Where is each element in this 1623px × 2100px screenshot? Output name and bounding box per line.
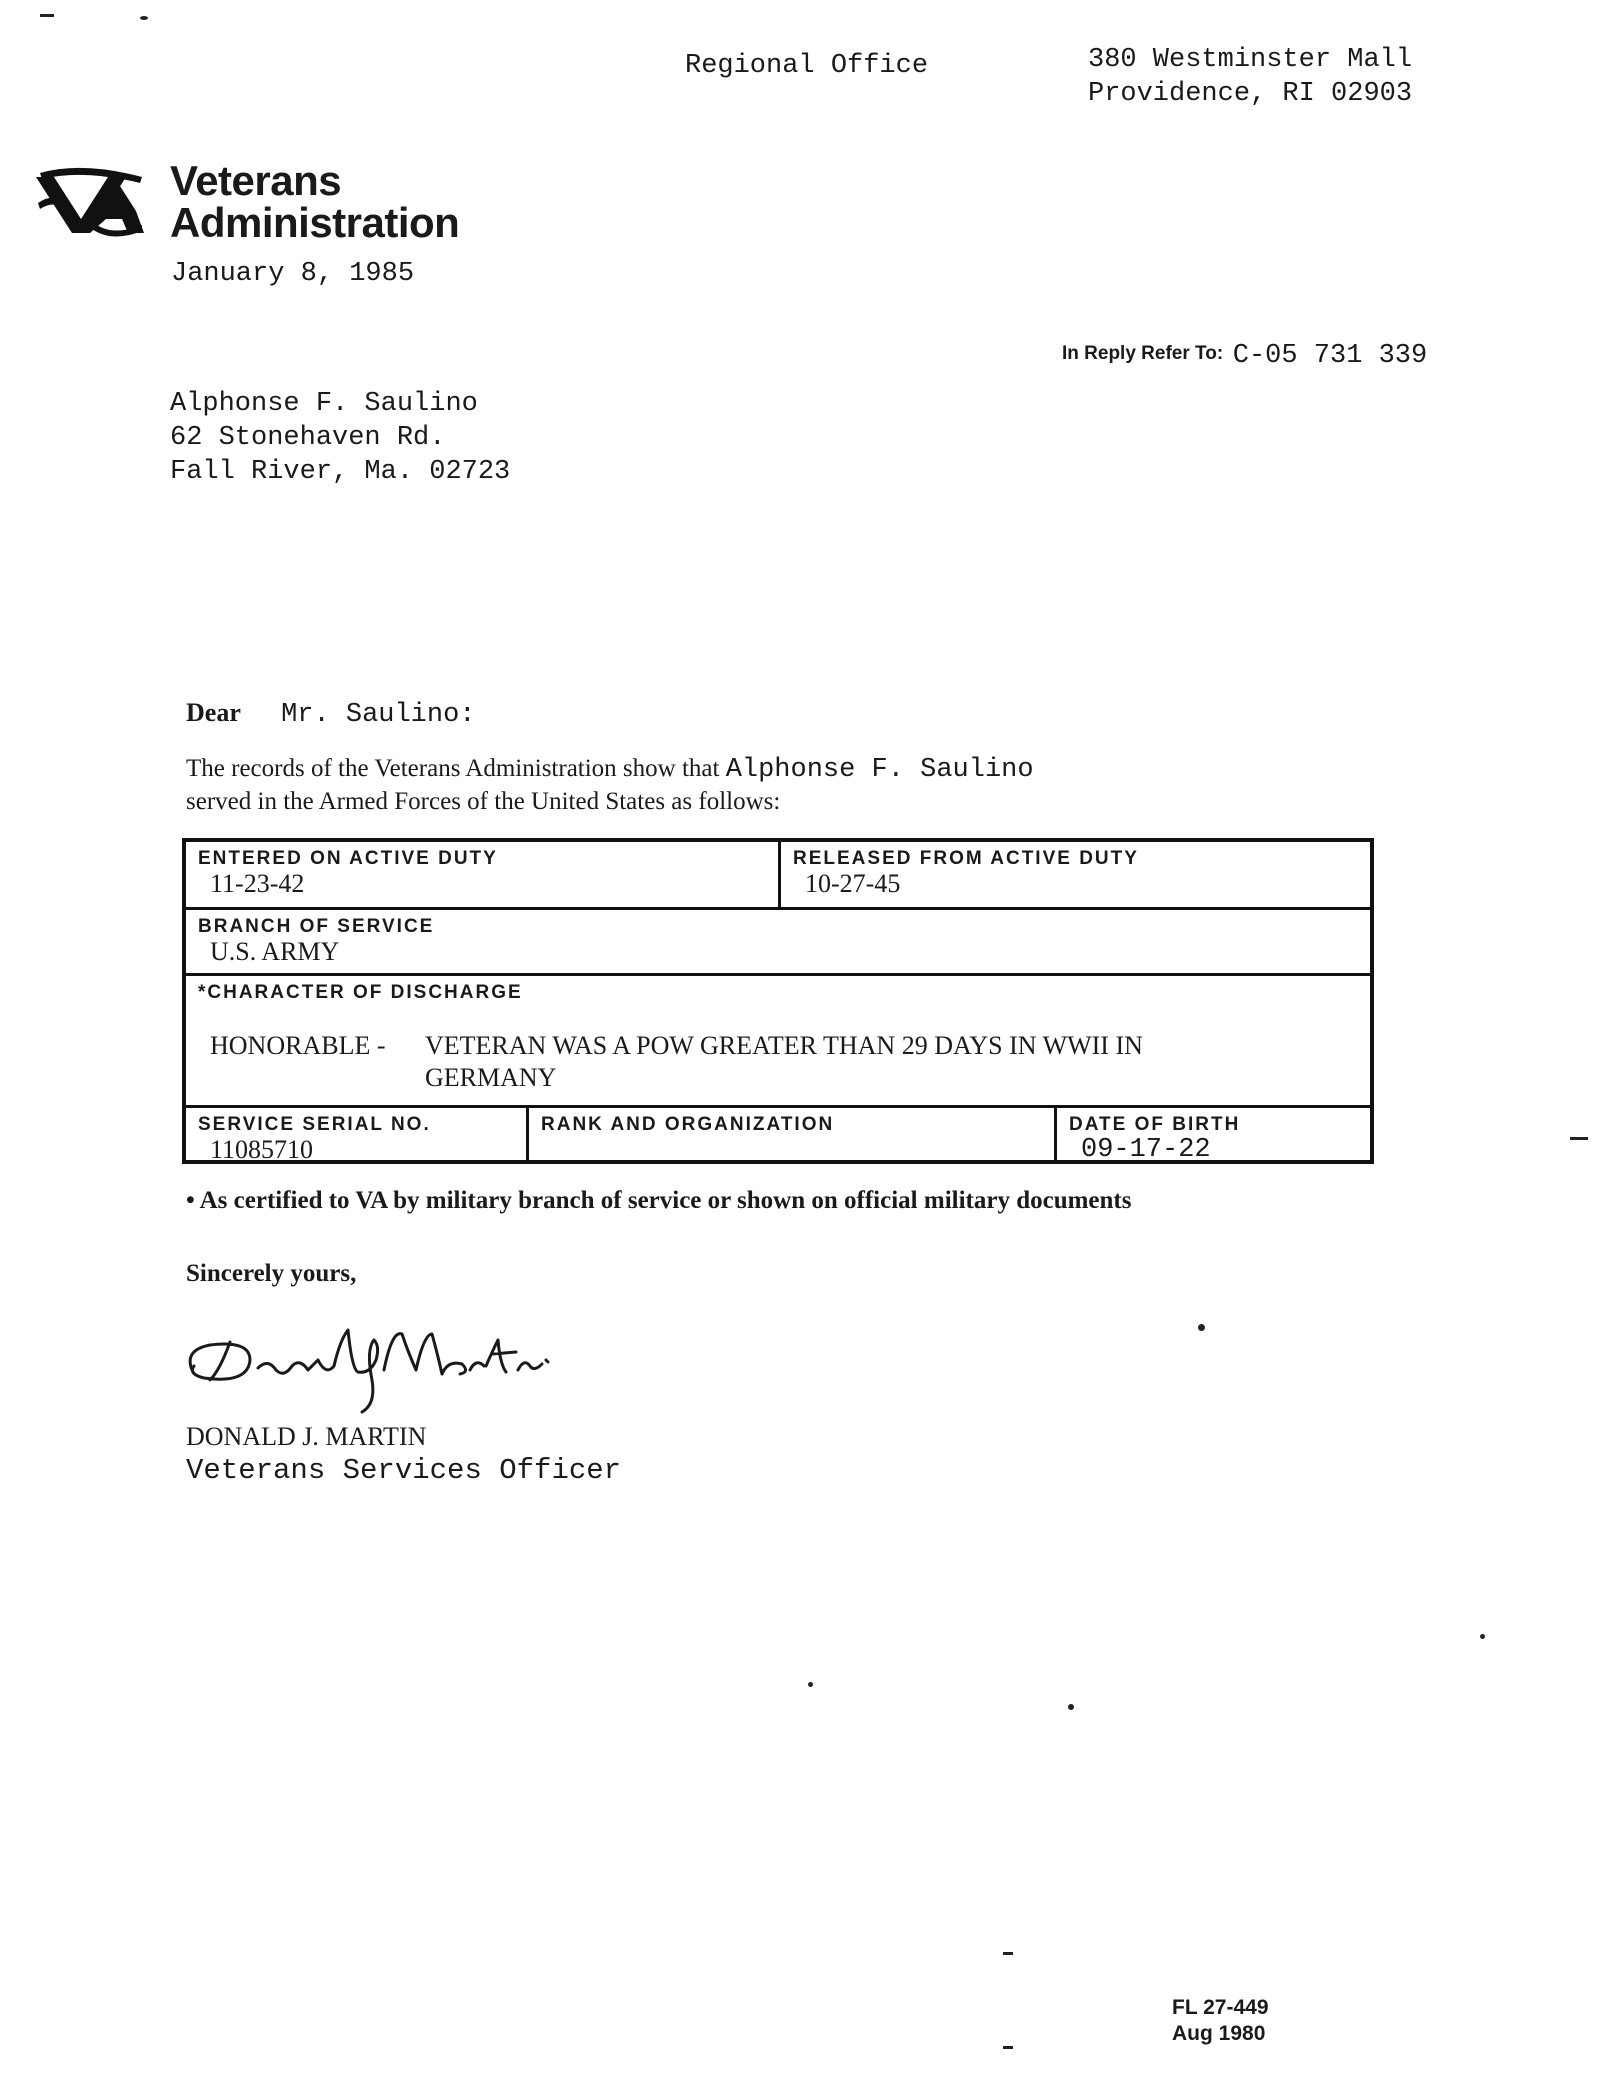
signer-title: Veterans Services Officer bbox=[186, 1454, 622, 1487]
intro-text-2: served in the Armed Forces of the United States as follows: bbox=[186, 788, 781, 815]
office-address bbox=[1088, 44, 1412, 112]
scan-speck bbox=[1480, 1634, 1485, 1639]
signature bbox=[180, 1300, 620, 1420]
signer-name: DONALD J. MARTIN bbox=[186, 1422, 427, 1451]
intro-veteran-name: Alphonse F. Saulino bbox=[725, 755, 1034, 785]
va-logo-icon bbox=[32, 163, 147, 243]
intro-paragraph bbox=[186, 753, 1236, 818]
record-row-discharge bbox=[186, 976, 1370, 1108]
discharge-label: *CHARACTER OF DISCHARGE bbox=[198, 982, 523, 1003]
record-row-dates bbox=[186, 842, 1370, 910]
branch-value: U.S. ARMY bbox=[210, 937, 340, 966]
service-record-table bbox=[182, 838, 1374, 1164]
salutation bbox=[186, 697, 476, 733]
released-duty-label: RELEASED FROM ACTIVE DUTY bbox=[793, 848, 1139, 869]
branch-cell bbox=[186, 910, 1370, 973]
scan-speck bbox=[1003, 1952, 1013, 1955]
scan-speck bbox=[1198, 1324, 1205, 1331]
record-row-identity bbox=[186, 1108, 1370, 1164]
record-row-branch bbox=[186, 910, 1370, 976]
recipient-line-2: 62 Stonehaven Rd. bbox=[170, 422, 446, 453]
discharge-detail: VETERAN WAS A POW GREATER THAN 29 DAYS IN WWII IN GERMANY bbox=[425, 1031, 1143, 1092]
scan-speck bbox=[808, 1682, 813, 1687]
serial-value: 11085710 bbox=[210, 1135, 314, 1164]
agency-name-line-2: Administration bbox=[170, 199, 460, 246]
discharge-value bbox=[198, 1030, 1358, 1094]
regional-office-label: Regional Office bbox=[685, 51, 929, 81]
serial-cell bbox=[186, 1108, 526, 1164]
recipient-line-3: Fall River, Ma. 02723 bbox=[170, 456, 511, 487]
reply-label: In Reply Refer To: bbox=[1062, 343, 1224, 364]
recipient-address bbox=[170, 388, 510, 489]
dob-value: 09-17-22 bbox=[1081, 1135, 1211, 1165]
signer-block bbox=[186, 1422, 621, 1487]
address-line-2: Providence, RI 02903 bbox=[1088, 78, 1413, 109]
salutation-name: Mr. Saulino: bbox=[281, 700, 476, 730]
intro-text-1: The records of the Veterans Administration show that bbox=[186, 755, 720, 782]
form-code bbox=[1172, 1995, 1269, 2047]
scan-speck bbox=[1003, 2046, 1013, 2049]
rank-cell bbox=[526, 1108, 1054, 1164]
dob-cell bbox=[1054, 1108, 1370, 1164]
reply-reference bbox=[1062, 340, 1427, 374]
scan-speck bbox=[40, 14, 54, 17]
serial-label: SERVICE SERIAL NO. bbox=[198, 1114, 431, 1135]
rank-label: RANK AND ORGANIZATION bbox=[541, 1114, 835, 1135]
discharge-category: HONORABLE - bbox=[210, 1031, 386, 1060]
letter-date: January 8, 1985 bbox=[171, 259, 415, 289]
entered-duty-label: ENTERED ON ACTIVE DUTY bbox=[198, 848, 498, 869]
released-duty-value: 10-27-45 bbox=[805, 869, 901, 898]
released-duty-cell bbox=[778, 842, 1370, 907]
discharge-cell bbox=[186, 976, 1370, 1105]
certification-footnote: • As certified to VA by military branch of service or shown on official military documents bbox=[186, 1187, 1132, 1214]
address-line-1: 380 Westminster Mall bbox=[1088, 45, 1413, 75]
agency-name bbox=[170, 157, 460, 246]
scan-speck bbox=[1068, 1704, 1074, 1710]
agency-name-line-1: Veterans bbox=[170, 157, 342, 204]
form-code-date: Aug 1980 bbox=[1172, 2022, 1266, 2045]
scan-speck bbox=[1570, 1137, 1588, 1140]
recipient-line-1: Alphonse F. Saulino bbox=[170, 389, 478, 419]
scan-speck bbox=[140, 16, 148, 20]
dob-label: DATE OF BIRTH bbox=[1069, 1114, 1241, 1135]
salutation-word: Dear bbox=[186, 698, 241, 727]
reply-value: C-05 731 339 bbox=[1232, 341, 1428, 371]
branch-label: BRANCH OF SERVICE bbox=[198, 916, 435, 937]
entered-duty-value: 11-23-42 bbox=[210, 869, 305, 898]
closing: Sincerely yours, bbox=[186, 1260, 357, 1287]
form-code-number: FL 27-449 bbox=[1172, 1996, 1269, 2019]
entered-duty-cell bbox=[186, 842, 778, 907]
